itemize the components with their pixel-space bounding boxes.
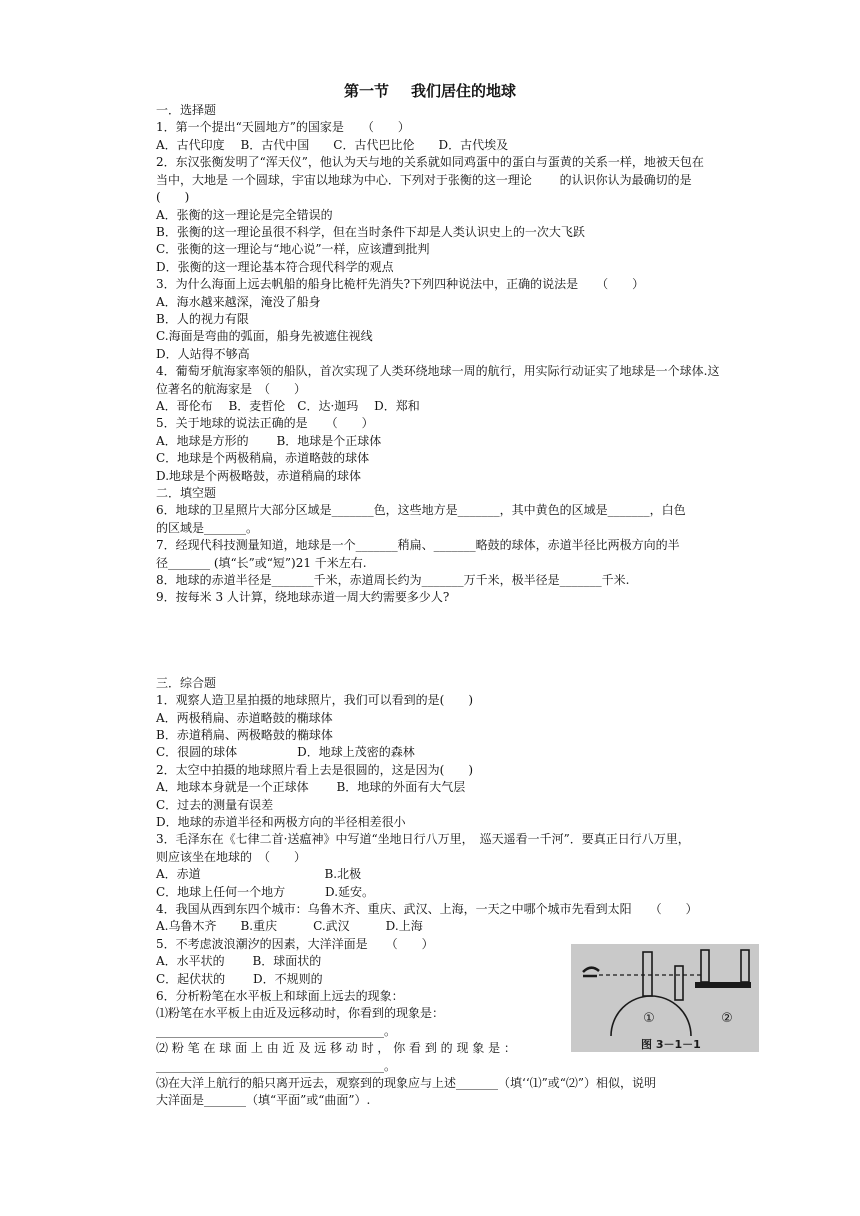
- comp-question-1-option-b: B．赤道稍扁、两极略鼓的椭球体: [156, 728, 333, 742]
- comp-question-1: 1．观察人造卫星拍摄的地球照片，我们可以看到的是( ): [156, 693, 474, 707]
- comp-question-2-options-ab: A．地球本身就是一个正球体 B．地球的外面有大气层: [156, 780, 466, 794]
- comp-question-6-part-2-blank: ______________________________________。: [156, 1059, 397, 1073]
- question-3: 3．为什么海面上远去帆船的船身比桅杆先消失?下列四种说法中，正确的说法是 （ ）: [156, 277, 645, 291]
- question-5-option-d: D.地球是个两极略鼓，赤道稍扁的球体: [156, 469, 362, 483]
- question-6-line-2: 的区域是_______。: [156, 521, 259, 535]
- question-2-line-1: 2．东汉张衡发明了“浑天仪”，他认为天与地的关系就如同鸡蛋中的蛋白与蛋黄的关系一样，地被天包在: [156, 155, 704, 169]
- comp-question-2: 2．太空中拍摄的地球照片看上去是很圆的，这是因为( ): [156, 763, 474, 777]
- question-4-line-2: 位著名的航海家是 （ ）: [156, 382, 307, 396]
- question-2-option-c: C．张衡的这一理论与“地心说”一样，应该遭到批判: [156, 242, 430, 256]
- comp-question-5: 5．不考虑波浪潮汐的因素，大洋洋面是 （ ）: [156, 937, 434, 951]
- question-4-line-1: 4．葡萄牙航海家率领的船队，首次实现了人类环绕地球一周的航行，用实际行动证实了地球是一个球体.这: [156, 364, 720, 378]
- question-1-options: A．古代印度 B．古代中国 C．古代巴比伦 D．古代埃及: [156, 138, 509, 152]
- comp-question-2-option-c: C．过去的测量有误差: [156, 798, 274, 812]
- comp-question-3-line-1: 3．毛泽东在《七律二首·送瘟神》中写道“坐地日行八万里， 巡天遥看一千河”．要真正日行八万里，: [156, 832, 690, 846]
- question-3-option-c: C.海面是弯曲的弧面，船身先被遮住视线: [156, 329, 373, 343]
- heading-choice: 一．选择题: [156, 103, 217, 117]
- comp-question-4: 4．我国从西到东四个城市：乌鲁木齐、重庆、武汉、上海，一天之中哪个城市先看到太阳 （ ）: [156, 902, 698, 916]
- question-2-line-2: 当中，大地是 一个圆球，宇宙以地球为中心．下列对于张衡的这一理论 的认识你认为最确切的是: [156, 173, 692, 187]
- comp-question-6: 6．分析粉笔在水平板上和球面上远去的现象：: [156, 989, 404, 1003]
- page-title: [0, 80, 860, 101]
- comp-question-6-part-3-line-1: ⑶在大洋上航行的船只离开远去，观察到的现象应与上述_______（填‘‘⑴”或“⑵”）相似，说明: [156, 1076, 657, 1090]
- comp-question-1-option-a: A．两极稍扁、赤道略鼓的椭球体: [156, 711, 333, 725]
- question-8: 8．地球的赤道半径是_______千米，赤道周长约为_______万千米，极半径是_______千米.: [156, 573, 630, 587]
- question-7-line-2: 径_______ (填“长”或“短”)21 千米左右.: [156, 556, 367, 570]
- question-7-line-1: 7．经现代科技测量知道，地球是一个_______稍扁、_______略鼓的球体，赤道半径比两极方向的半: [156, 538, 680, 552]
- question-5-option-c: C．地球是个两极稍扁，赤道略鼓的球体: [156, 451, 370, 465]
- comp-question-5-options-cd: C．起伏状的 D．不规则的: [156, 972, 323, 986]
- question-1: 1．第一个提出“天圆地方”的国家是 （ ）: [156, 120, 410, 134]
- comp-question-5-options-ab: A．水平状的 B．球面状的: [156, 954, 322, 968]
- comp-question-6-part-3-line-2: 大洋面是_______（填“平面”或“曲面”）.: [156, 1093, 371, 1107]
- comp-question-6-part-1-blank: ______________________________________。: [156, 1024, 397, 1038]
- section-name: 我们居住的地球: [411, 82, 517, 100]
- question-4-options: A．哥伦布 B．麦哲伦 C．达·迦玛 D．郑和: [156, 399, 420, 413]
- question-3-option-d: D．人站得不够高: [156, 347, 250, 361]
- heading-comprehensive: 三．综合题: [156, 676, 217, 690]
- question-2-line-3: ( ): [156, 190, 190, 204]
- comp-question-6-part-1: ⑴粉笔在水平板上由近及远移动时，你看到的现象是：: [156, 1006, 445, 1020]
- comp-question-6-part-2: ⑵ 粉 笔 在 球 面 上 由 近 及 远 移 动 时 ， 你 看 到 的 现 象 是 ：: [156, 1041, 516, 1055]
- question-9: 9．按每米 3 人计算，绕地球赤道一周大约需要多少人?: [156, 590, 450, 604]
- comp-question-1-options-cd: C．很圆的球体 D．地球上茂密的森林: [156, 745, 415, 759]
- question-3-option-a: A．海水越来越深，淹没了船身: [156, 295, 321, 309]
- section-number: 第一节: [343, 82, 389, 100]
- chalk-experiment-figure: [571, 944, 759, 1052]
- flat-board: [695, 982, 751, 988]
- question-6-line-1: 6．地球的卫星照片大部分区域是_______色，这些地方是_______，其中黄色的区域是_______，白色: [156, 503, 686, 517]
- question-5: 5．关于地球的说法正确的是 （ ）: [156, 416, 374, 430]
- figure-label-1: ①: [643, 1011, 655, 1026]
- heading-fill-in: 二．填空题: [156, 486, 217, 500]
- figure-label-2: ②: [721, 1011, 733, 1026]
- question-2-option-d: D．张衡的这一理论基本符合现代科学的观点: [156, 260, 394, 274]
- comp-question-3-options-ab: A．赤道 B.北极: [156, 867, 362, 881]
- figure-caption: 图 3－1－1: [641, 1038, 701, 1051]
- question-2-option-a: A．张衡的这一理论是完全错误的: [156, 208, 333, 222]
- question-5-options-ab: A．地球是方形的 B．地球是个正球体: [156, 434, 382, 448]
- comp-question-2-option-d: D．地球的赤道半径和两极方向的半径相差很小: [156, 815, 406, 829]
- question-2-option-b: B．张衡的这一理论虽很不科学，但在当时条件下却是人类认识史上的一次大飞跃: [156, 225, 585, 239]
- comp-question-4-options: A.乌鲁木齐 B.重庆 C.武汉 D.上海: [156, 919, 423, 933]
- comp-question-3-line-2: 则应该坐在地球的 （ ）: [156, 850, 307, 864]
- comp-question-3-options-cd: C．地球上任何一个地方 D.延安。: [156, 885, 375, 899]
- question-3-option-b: B．人的视力有限: [156, 312, 249, 326]
